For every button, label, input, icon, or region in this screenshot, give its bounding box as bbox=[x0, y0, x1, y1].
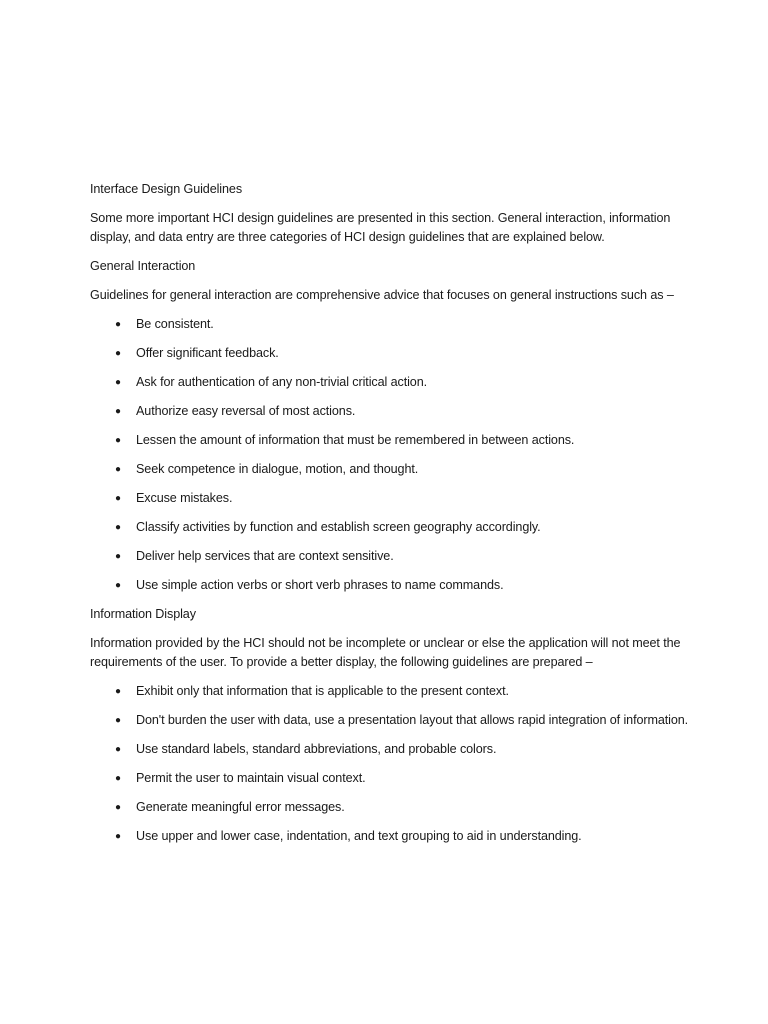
list-item-text: Generate meaningful error messages. bbox=[136, 800, 345, 814]
list-item bbox=[90, 431, 690, 450]
bullet-icon: ● bbox=[115, 406, 121, 417]
bullet-icon: ● bbox=[115, 802, 121, 813]
bullet-icon: ● bbox=[115, 493, 121, 504]
list-item-text: Ask for authentication of any non-trivial critical action. bbox=[136, 375, 427, 389]
list-item-text: Use simple action verbs or short verb phrases to name commands. bbox=[136, 578, 504, 592]
document-page bbox=[90, 180, 690, 856]
list-item bbox=[90, 740, 690, 759]
section-heading-information-display: Information Display bbox=[90, 607, 196, 621]
list-item bbox=[90, 769, 690, 788]
bullet-icon: ● bbox=[115, 377, 121, 388]
bullet-icon: ● bbox=[115, 773, 121, 784]
list-item-text: Lessen the amount of information that must be remembered in between actions. bbox=[136, 433, 575, 447]
list-item bbox=[90, 315, 690, 334]
list-item-text: Seek competence in dialogue, motion, and thought. bbox=[136, 462, 419, 476]
list-item-text: Authorize easy reversal of most actions. bbox=[136, 404, 356, 418]
list-item bbox=[90, 489, 690, 508]
information-display-list bbox=[90, 682, 690, 846]
list-item-text: Be consistent. bbox=[136, 317, 214, 331]
bullet-icon: ● bbox=[115, 464, 121, 475]
bullet-icon: ● bbox=[115, 435, 121, 446]
list-item bbox=[90, 576, 690, 595]
list-item bbox=[90, 402, 690, 421]
list-item-text: Use upper and lower case, indentation, and text grouping to aid in understanding. bbox=[136, 829, 582, 843]
list-item-text: Permit the user to maintain visual context. bbox=[136, 771, 366, 785]
information-display-intro: Information provided by the HCI should not be incomplete or unclear or else the application will not meet the requirements of the user. To provide a better display, the following guidelines are prepared – bbox=[90, 636, 681, 669]
list-item-text: Exhibit only that information that is applicable to the present context. bbox=[136, 684, 509, 698]
general-interaction-list bbox=[90, 315, 690, 595]
bullet-icon: ● bbox=[115, 686, 121, 697]
list-item-text: Don't burden the user with data, use a presentation layout that allows rapid integration of information. bbox=[136, 713, 689, 727]
list-item-text: Classify activities by function and establish screen geography accordingly. bbox=[136, 520, 541, 534]
list-item bbox=[90, 547, 690, 566]
bullet-icon: ● bbox=[115, 522, 121, 533]
list-item bbox=[90, 682, 690, 701]
intro-paragraph: Some more important HCI design guidelines are presented in this section. General interaction, information display, and data entry are three categories of HCI design guidelines that are explained below. bbox=[90, 211, 671, 244]
list-item-text: Deliver help services that are context sensitive. bbox=[136, 549, 394, 563]
list-item bbox=[90, 460, 690, 479]
bullet-icon: ● bbox=[115, 744, 121, 755]
bullet-icon: ● bbox=[115, 715, 121, 726]
list-item bbox=[90, 798, 690, 817]
list-item-text: Use standard labels, standard abbreviations, and probable colors. bbox=[136, 742, 497, 756]
section-heading-general-interaction: General Interaction bbox=[90, 259, 196, 273]
document-title: Interface Design Guidelines bbox=[90, 182, 243, 196]
list-item-text: Excuse mistakes. bbox=[136, 491, 233, 505]
list-item-text: Offer significant feedback. bbox=[136, 346, 279, 360]
general-interaction-intro: Guidelines for general interaction are comprehensive advice that focuses on general instructions such as – bbox=[90, 288, 674, 302]
list-item bbox=[90, 373, 690, 392]
list-item bbox=[90, 711, 690, 730]
bullet-icon: ● bbox=[115, 551, 121, 562]
list-item bbox=[90, 344, 690, 363]
bullet-icon: ● bbox=[115, 348, 121, 359]
bullet-icon: ● bbox=[115, 831, 121, 842]
bullet-icon: ● bbox=[115, 580, 121, 591]
bullet-icon: ● bbox=[115, 319, 121, 330]
list-item bbox=[90, 518, 690, 537]
list-item bbox=[90, 827, 690, 846]
